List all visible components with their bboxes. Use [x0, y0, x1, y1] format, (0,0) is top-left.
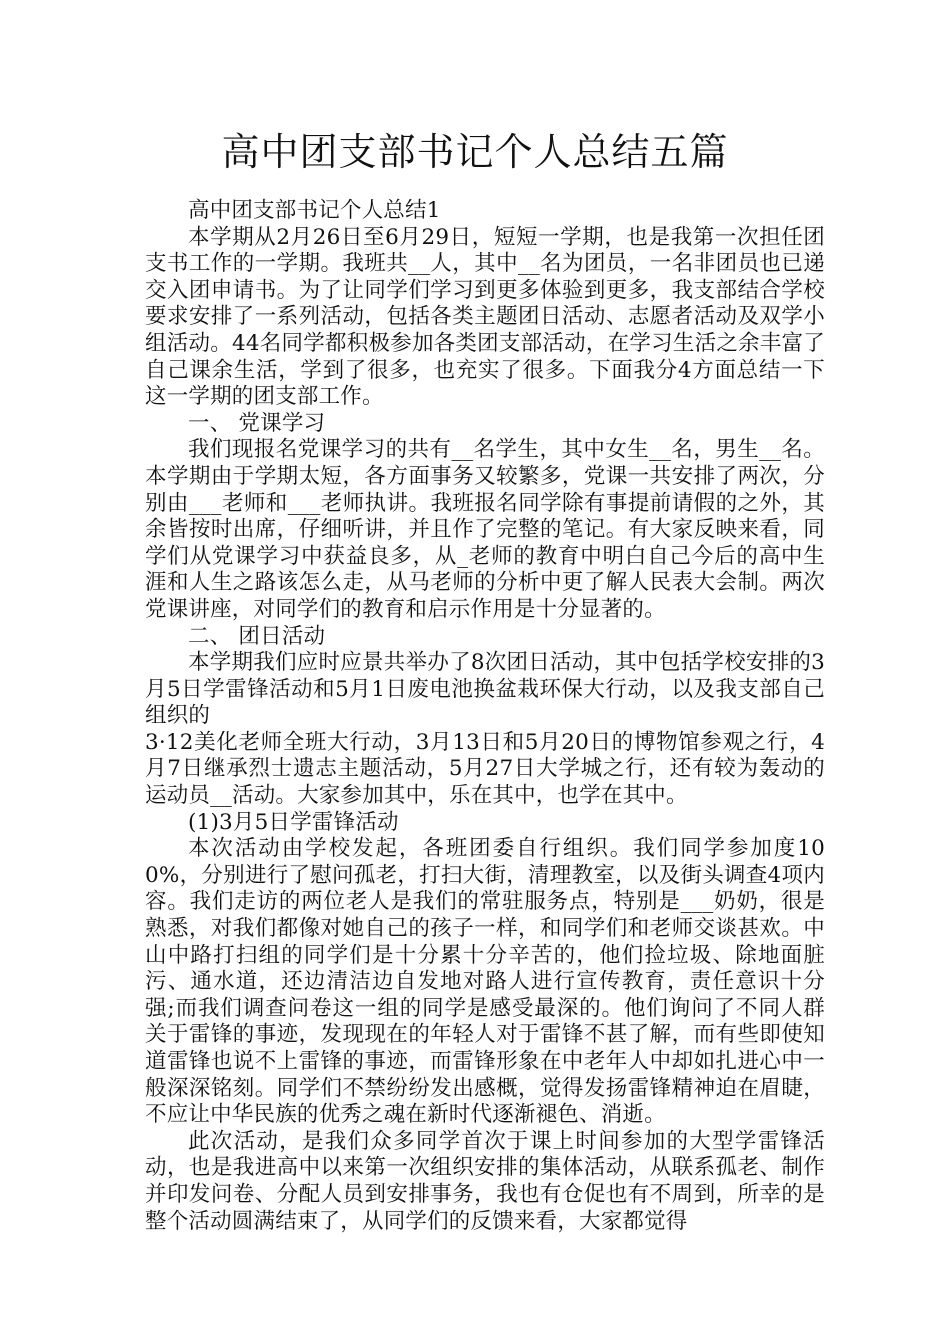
document-body	[145, 198, 825, 1235]
document-title: 高中团支部书记个人总结五篇	[221, 130, 729, 174]
section-heading: 二、 团日活动	[188, 623, 326, 649]
body-paragraph: 本次活动由学校发起，各班团委自行组织。我们同学参加度100%，分别进行了慰问孤老，打扫大街，清理教室，以及街头调查4项内容。我们走访的两位老人是我们的常驻服务点，特别是___奶奶，很是熟悉，对我们都像对她自己的孩子一样，和同学们和老师交谈甚欢。中山中路打扫组的同学们是十分累十分辛苦的，他们捡垃圾、除地面脏污、通水道，还边清洁边自发地对路人进行宣传教育，责任意识十分强;而我们调查问卷这一组的同学是感受最深的。他们询问了不同人群关于雷锋的事迹，发现现在的年轻人对于雷锋不甚了解，而有些即使知道雷锋也说不上雷锋的事迹，而雷锋形象在中老年人中却如扎进心中一般深深铭刻。同学们不禁纷纷发出感概，觉得发扬雷锋精神迫在眉睫，不应让中华民族的优秀之魂在新时代逐渐褪色、消逝。	[145, 836, 825, 1128]
section-heading: 高中团支部书记个人总结1	[188, 198, 441, 223]
section-heading: (1)3月5日学雷锋活动	[188, 809, 399, 835]
body-paragraph: 本学期我们应时应景共举办了8次团日活动，其中包括学校安排的3月5日学雷锋活动和5月1日废电池换盆栽环保大行动，以及我支部自己组织的	[145, 650, 825, 729]
section-heading: 一、 党课学习	[188, 410, 326, 436]
body-paragraph: 此次活动，是我们众多同学首次于课上时间参加的大型学雷锋活动，也是我进高中以来第一次组织安排的集体活动，从联系孤老、制作并印发问卷、分配人员到安排事务，我也有仓促也有不周到，所幸的是整个活动圆满结束了，从同学们的反馈来看，大家都觉得	[145, 1128, 825, 1234]
body-paragraph: 3·12美化老师全班大行动，3月13日和5月20日的博物馆参观之行，4月7日继承烈士遗志主题活动，5月27日大学城之行，还有较为轰动的运动员__活动。大家参加其中，乐在其中，也学在其中。	[145, 729, 825, 809]
body-paragraph: 我们现报名党课学习的共有__名学生，其中女生__名，男生__名。本学期由于学期太短，各方面事务又较繁多，党课一共安排了两次，分别由___老师和___老师执讲。我班报名同学除有事提前请假的之外，其余皆按时出席，仔细听讲，并且作了完整的笔记。有大家反映来看，同学们从党课学习中获益良多，从_老师的教育中明白自己今后的高中生涯和人生之路该怎么走，从马老师的分析中更了解人民表大会制。两次党课讲座，对同学们的教育和启示作用是十分显著的。	[145, 437, 825, 622]
body-paragraph: 本学期从2月26日至6月29日，短短一学期，也是我第一次担任团支书工作的一学期。我班共__人，其中__名为团员，一名非团员也已递交入团申请书。为了让同学们学习到更多体验到更多，我支部结合学校要求安排了一系列活动，包括各类主题团日活动、志愿者活动及双学小组活动。44名同学都积极参加各类团支部活动，在学习生活之余丰富了自己课余生活，学到了很多，也充实了很多。下面我分4方面总结一下这一学期的团支部工作。	[145, 224, 825, 410]
